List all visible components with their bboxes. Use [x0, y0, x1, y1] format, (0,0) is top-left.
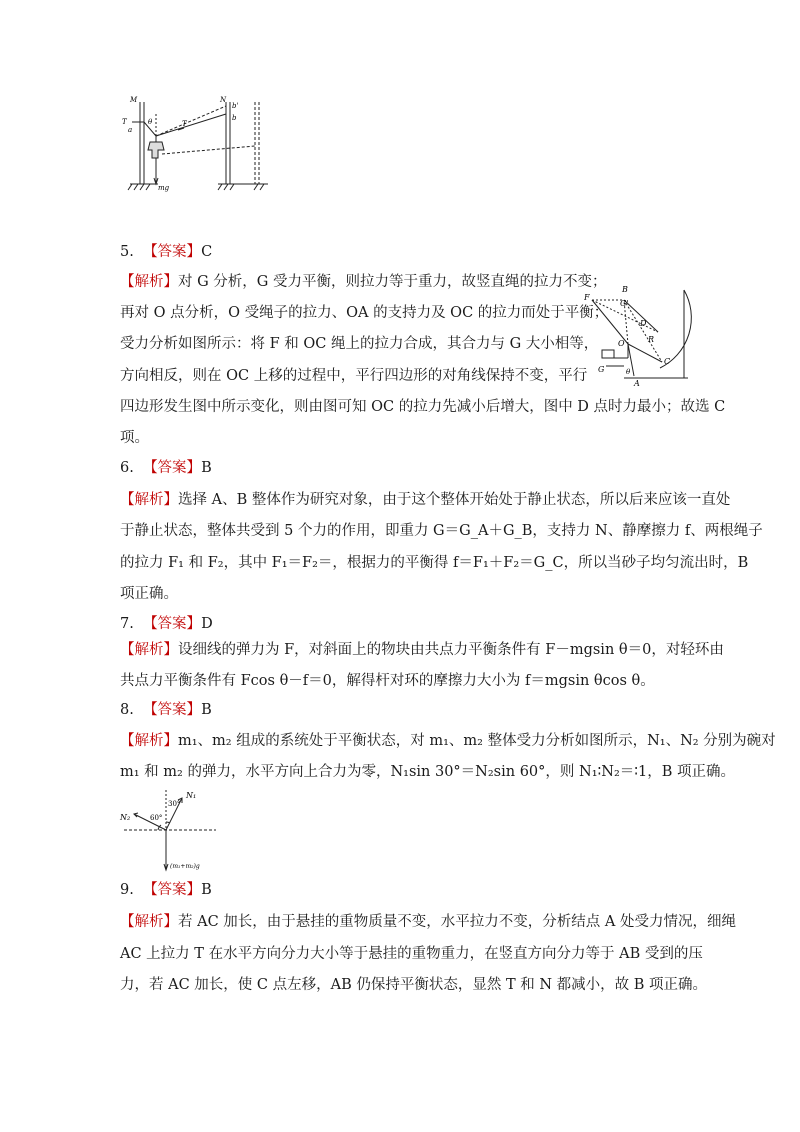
label-theta: θ [148, 118, 153, 126]
label-M: M [130, 96, 138, 104]
label-b-prime: b' [232, 102, 239, 110]
q9-answer: B [201, 882, 212, 898]
q5-label-B: B [622, 285, 628, 294]
q7-answer-tag: 【答案】 [143, 616, 202, 632]
q8-answer-tag: 【答案】 [143, 702, 202, 718]
q5-label-G-prime: G' [620, 299, 629, 308]
q5-label-A: A [634, 379, 640, 388]
q5-analysis-line-1 [120, 272, 607, 292]
q8-number: 8. [120, 702, 134, 718]
q5-label-theta: θ [626, 368, 631, 376]
q5-label-O: O [618, 339, 625, 348]
q9-answer-tag: 【答案】 [143, 882, 202, 898]
q8-analysis-line-2: m₁ 和 m₂ 的弹力，水平方向上合力为零，N₁sin 30°＝N₂sin 60°，则 N₁∶N₂＝∶1，B 项正确。 [120, 764, 736, 780]
q5-label-R: R [648, 335, 655, 344]
q5-label-D: D [640, 319, 647, 328]
q5-analysis-line-3: 受力分析如图所示：将 F 和 OC 绳上的拉力合成，其合力与 G 大小相等， [120, 336, 599, 352]
q6-text-1: 选择 A、B 整体作为研究对象，由于这个整体开始处于静止状态，所以后来应该一直处 [178, 492, 731, 508]
q5-label-G: G [598, 365, 605, 374]
q7-number: 7. [120, 616, 134, 632]
q5-text-1: 对 G 分析，G 受力平衡，则拉力等于重力，故竖直绳的拉力不变； [178, 274, 607, 290]
q5-analysis-line-4: 方向相反，则在 OC 上移的过程中，平行四边形的对角线保持不变，平行 [120, 368, 588, 384]
q5-answer-line [120, 242, 212, 262]
q5-analysis-line-6: 项。 [120, 430, 149, 446]
q9-answer-line [120, 880, 212, 900]
label-T-left: T [122, 118, 127, 126]
label-b: b [232, 114, 237, 122]
q7-analysis-line-1 [120, 640, 724, 660]
q9-analysis-line-1 [120, 912, 736, 932]
q6-answer-tag: 【答案】 [143, 460, 202, 476]
label-T-mid: T [182, 120, 187, 128]
q8-answer: B [201, 702, 212, 718]
q8-text-1: m₁、m₂ 组成的系统处于平衡状态，对 m₁、m₂ 整体受力分析如图所示，N₁、N₂ 分别为碗对 [178, 733, 776, 749]
q8-analysis-tag: 【解析】 [120, 733, 178, 749]
q6-analysis-line-4: 项正确。 [120, 586, 178, 602]
q5-analysis-tag: 【解析】 [120, 274, 178, 290]
q7-answer-line [120, 614, 213, 634]
q6-answer: B [201, 460, 212, 476]
q6-answer-line [120, 458, 212, 478]
q8-answer-line [120, 700, 212, 720]
q8-force-figure [118, 788, 228, 874]
q5-analysis-line-5: 四边形发生图中所示变化，则由图可知 OC 的拉力先减小后增大，图中 D 点时力最小；故选 C [120, 399, 726, 415]
q7-answer: D [201, 616, 213, 632]
label-a: a [128, 126, 133, 134]
q8-label-N2: N₂ [120, 813, 131, 822]
q6-analysis-line-1 [120, 490, 730, 510]
q8-label-60: 60° [150, 814, 163, 822]
q7-analysis-tag: 【解析】 [120, 642, 178, 658]
q9-text-1: 若 AC 加长，由于悬挂的重物质量不变，水平拉力不变，分析结点 A 处受力情况，细绳 [178, 914, 736, 930]
q8-analysis-line-1 [120, 731, 776, 751]
q5-number: 5. [120, 244, 134, 260]
label-N: N [220, 96, 227, 104]
q9-number: 9. [120, 882, 134, 898]
q5-label-F: F [584, 293, 590, 302]
q9-analysis-line-3: 力，若 AC 加长，使 C 点左移，AB 仍保持平衡状态，显然 T 和 N 都减小，故 B 项正确。 [120, 977, 707, 993]
q5-analysis-line-2: 再对 O 点分析，O 受绳子的拉力、OA 的支持力及 OC 的拉力而处于平衡； [120, 305, 609, 321]
q8-label-weight: (m₁+m₂)g [170, 863, 200, 870]
q5-label-C: C [664, 357, 671, 366]
hanger-figure [118, 92, 278, 200]
q6-analysis-tag: 【解析】 [120, 492, 178, 508]
q8-label-30: 30° [168, 800, 181, 808]
q5-answer-tag: 【答案】 [143, 244, 202, 260]
label-mg: mg [158, 184, 170, 192]
q9-analysis-line-2: AC 上拉力 T 在水平方向分力大小等于悬挂的重物重力，在竖直方向分力等于 AB 受到的压 [120, 946, 703, 962]
q5-force-figure [584, 280, 694, 388]
q7-analysis-line-2: 共点力平衡条件有 Fcos θ－f＝0，解得杆对环的摩擦力大小为 f＝mgsin θcos θ。 [120, 673, 655, 689]
q7-text-1: 设细线的弹力为 F，对斜面上的物块由共点力平衡条件有 F－mgsin θ＝0，对轻环由 [178, 642, 724, 658]
q5-answer: C [201, 244, 213, 260]
q6-number: 6. [120, 460, 134, 476]
q8-label-N1: N₁ [186, 791, 197, 800]
q6-analysis-line-3: 的拉力 F₁ 和 F₂，其中 F₁＝F₂＝，根据力的平衡得 f＝F₁＋F₂＝G_C，所以当砂子均匀流出时，B [120, 555, 749, 571]
q6-analysis-line-2: 于静止状态，整体共受到 5 个力的作用，即重力 G＝G_A＋G_B，支持力 N、静摩擦力 f、两根绳子 [120, 523, 763, 539]
q9-analysis-tag: 【解析】 [120, 914, 178, 930]
